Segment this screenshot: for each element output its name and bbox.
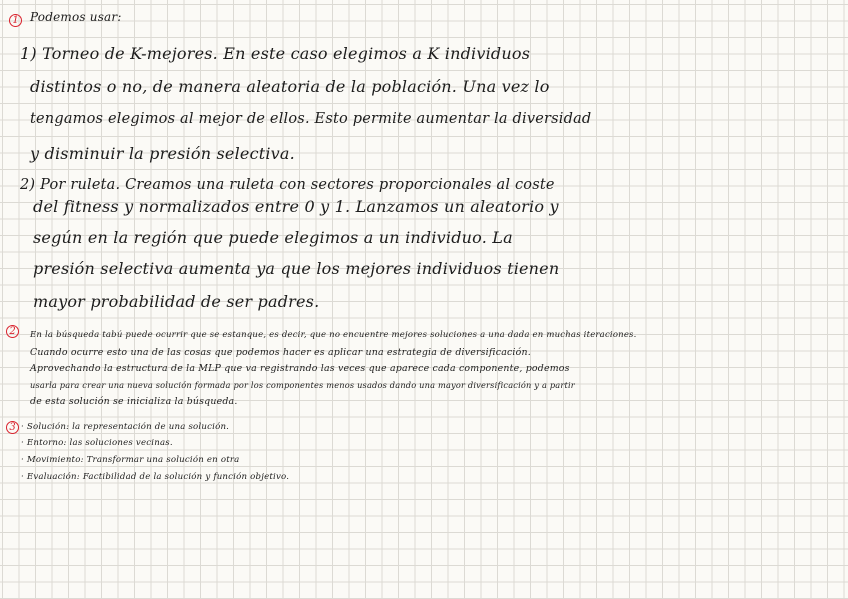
- section-1-line: mayor probabilidad de ser padres.: [33, 292, 320, 311]
- section-1-line: distintos o no, de manera aleatoria de la población. Una vez lo: [30, 77, 550, 96]
- section-1-line: Podemos usar:: [30, 10, 122, 24]
- section-3-line: · Entorno: las soluciones vecinas.: [21, 438, 173, 448]
- section-3-line: · Movimiento: Transformar una solución en otra: [21, 455, 240, 465]
- section-3-line: · Evaluación: Factibilidad de la solución y función objetivo.: [21, 472, 290, 482]
- section-2-line: Aprovechando la estructura de la MLP que va registrando las veces que aparece cada componente, podemos: [30, 363, 570, 374]
- section-2-line: En la búsqueda tabú puede ocurrir que se estanque, es decir, que no encuentre mejores soluciones a una dada en muchas iteraciones.: [30, 330, 637, 340]
- section-2-line: usarla para crear una nueva solución formada por los componentes menos usados dando una mayor diversificación y a partir: [30, 380, 575, 390]
- section-1-line: presión selectiva aumenta ya que los mejores individuos tienen: [33, 259, 560, 278]
- section-2-line: de esta solución se inicializa la búsqueda.: [30, 396, 238, 407]
- section-1-line: 2) Por ruleta. Creamos una ruleta con sectores proporcionales al coste: [20, 177, 555, 193]
- section-number-3: 3: [6, 421, 19, 434]
- section-3-line: · Solución: la representación de una solución.: [21, 422, 230, 432]
- section-1-line: del fitness y normalizados entre 0 y 1. Lanzamos un aleatorio y: [33, 197, 559, 216]
- section-1-line: 1) Torneo de K-mejores. En este caso elegimos a K individuos: [20, 44, 531, 63]
- section-number-1: 1: [9, 14, 22, 27]
- section-2-line: Cuando ocurre esto una de las cosas que podemos hacer es aplicar una estrategia de diversificación.: [30, 347, 531, 358]
- section-number-2: 2: [6, 325, 19, 338]
- section-1-line: tengamos elegimos al mejor de ellos. Esto permite aumentar la diversidad: [30, 111, 592, 127]
- section-1-line: y disminuir la presión selectiva.: [30, 144, 295, 163]
- section-1-line: según en la región que puede elegimos a un individuo. La: [33, 228, 513, 247]
